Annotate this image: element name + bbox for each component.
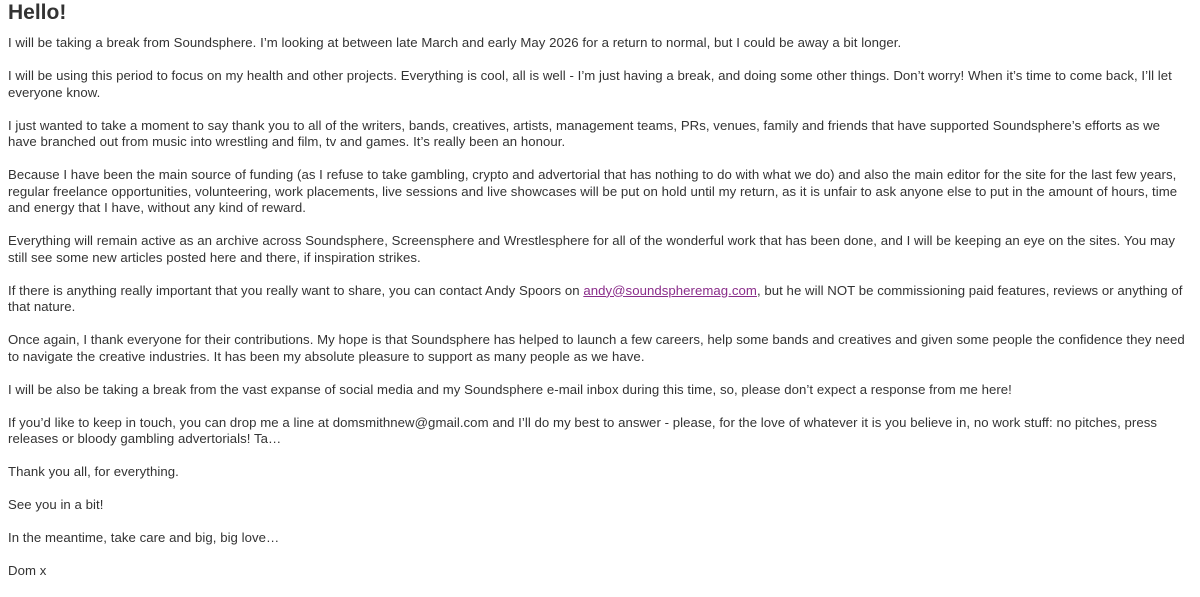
- paragraph-thanks: Thank you all, for everything.: [8, 464, 179, 479]
- paragraph-health-focus: I will be using this period to focus on my health and other projects. Everything is cool, all is well - I’m just having a break, and doing some other things. Don’t worry! When it’s time to come back, I’ll let everyone know.: [8, 68, 1172, 100]
- paragraph-see-you: See you in a bit!: [8, 497, 104, 512]
- paragraph-thank-you: I just wanted to take a moment to say thank you to all of the writers, bands, creatives, artists, management teams, PRs, venues, family and friends that have supported Soundsphere’s efforts as we have branched out from music into wrestling and film, tv and games. It’s really been an honour.: [8, 117, 1161, 149]
- signature: Dom x: [8, 563, 47, 578]
- contact-text-before: If there is anything really important that you really want to share, you can contact Andy Spoors on: [8, 282, 584, 298]
- paragraph-contributions: Once again, I thank everyone for their contributions. My hope is that Soundsphere has helped to launch a few careers, help some bands and creatives and given some people the confidence they need to navigate the creative industries. It has been my absolute pleasure to support as many people as we have.: [8, 332, 1185, 364]
- page-heading: Hello!: [8, 1, 67, 24]
- contact-text-after: , but he will NOT be commissioning paid features, reviews or anything of that nature.: [8, 282, 1183, 314]
- andy-email-link[interactable]: andy@soundspheremag.com: [583, 282, 757, 298]
- paragraph-funding: Because I have been the main source of funding (as I refuse to take gambling, crypto and advertorial that has nothing to do with what we do) and also the main editor for the site for the last few years, regular freelance opportunities, volunteering, work placements, live sessions and live showcases will be put on hold until my return, as it is unfair to ask anyone else to put in the amount of hours, time and energy that I have, without any kind of reward.: [8, 167, 1178, 215]
- paragraph-break-announcement: I will be taking a break from Soundsphere. I’m looking at between late March and early May 2026 for a return to normal, but I could be away a bit longer.: [8, 35, 902, 50]
- paragraph-social-media: I will be also be taking a break from the vast expanse of social media and my Soundsphere e-mail inbox during this time, so, please don’t expect a response from me here!: [8, 381, 1012, 397]
- paragraph-meantime: In the meantime, take care and big, big love…: [8, 530, 280, 545]
- paragraph-archive: Everything will remain active as an archive across Soundsphere, Screensphere and Wrestlesphere for all of the wonderful work that has been done, and I will be keeping an eye on the sites. You may still see some new articles posted here and there, if inspiration strikes.: [8, 233, 1176, 265]
- paragraph-keep-in-touch: If you’d like to keep in touch, you can drop me a line at domsmithnew@gmail.com and I’ll do my best to answer - please, for the love of whatever it is you believe in, no work stuff: no pitches, press releases or bloody gambling advertorials! Ta…: [8, 414, 1157, 446]
- paragraph-contact-andy: [8, 283, 1192, 316]
